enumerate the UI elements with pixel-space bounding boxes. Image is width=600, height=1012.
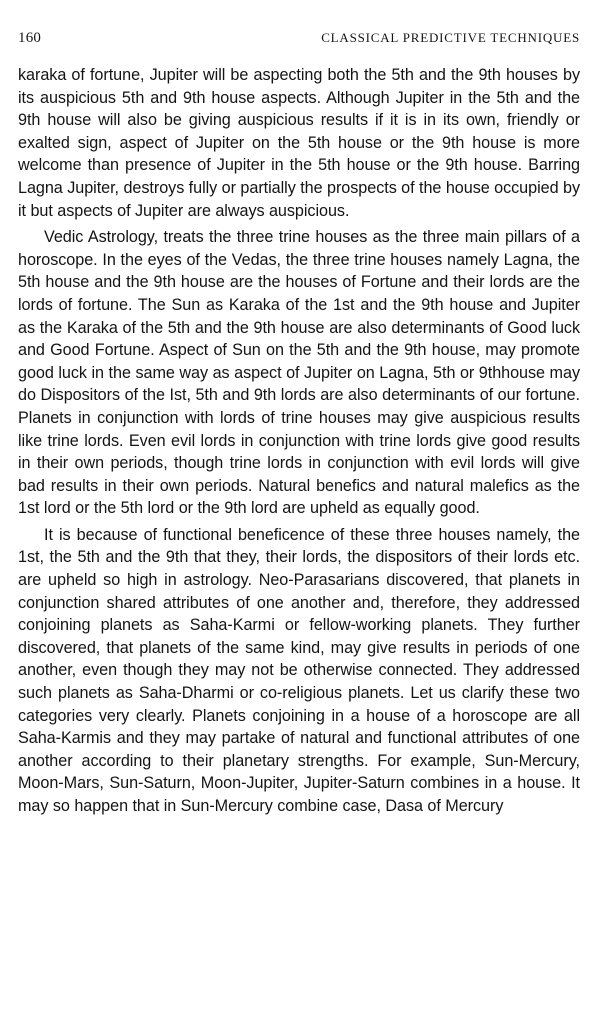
body-text: [18, 64, 580, 818]
paragraph-continued: karaka of fortune, Jupiter will be aspecting both the 5th and the 9th houses by its auspicious 5th and 9th house aspects. Although Jupiter in the 5th and the 9th house will also be giving auspicious results if it is in its own, friendly or exalted sign, aspect of Jupiter on the 5th house or the 9th house is more welcome than presence of Jupiter in the 5th house or the 9th house. Barring Lagna Jupiter, destroys fully or partially the prospects of the house occupied by it but aspects of Jupiter are always auspicious.: [18, 66, 580, 220]
paragraph-vedic-astrology: Vedic Astrology, treats the three trine houses as the three main pillars of a horoscope. In the eyes of the Vedas, the three trine houses namely Lagna, the 5th house and the 9th house are the houses of Fortune and their lords are the lords of fortune. The Sun as Karaka of the 1st and the 9th house and Jupiter as the Karaka of the 5th and the 9th house are also determinants of Good luck and Good Fortune. Aspect of Sun on the 5th and the 9th house, may promote good luck in the same way as aspect of Jupiter on Lagna, 5th or 9thhouse may do Dispositors of the Ist, 5th and 9th lords are also determinants of our fortune. Planets in conjunction with lords of trine houses may give auspicious results like trine lords. Even evil lords in conjunction with trine lords give good results in their own periods, though trine lords in conjunction with evil lords will give bad results in their own periods. Natural benefics and natural malefics as the 1st lord or the 5th lord or the 9th lord are upheld as equally good.: [18, 228, 580, 518]
book-page: [18, 30, 580, 818]
running-title: CLASSICAL PREDICTIVE TECHNIQUES: [321, 30, 580, 45]
paragraph-functional-beneficence: It is because of functional beneficence of these three houses namely, the 1st, the 5th and the 9th that they, their lords, the dispositors of their lords etc. are upheld so high in astrology. Neo-Parasarians discovered, that planets in conjunction shared attributes of one another and, therefore, they addressed conjoining planets as Saha-Karmi or fellow-working planets. They further discovered, that planets of the same kind, may give results in periods of one another, even though they may not be otherwise connected. They addressed such planets as Saha-Dharmi or co-religious planets. Let us clarify these two categories very clearly. Planets conjoining in a house of a horoscope are all Saha-Karmis and they may partake of natural and functional attributes of one another according to their planetary strengths. For example, Sun-Mercury, Moon-Mars, Sun-Saturn, Moon-Jupiter, Jupiter-Saturn combines in a house. It may so happen that in Sun-Mercury combine case, Dasa of Mercury: [18, 525, 580, 815]
page-number: 160: [18, 30, 42, 46]
running-head: [18, 30, 580, 56]
